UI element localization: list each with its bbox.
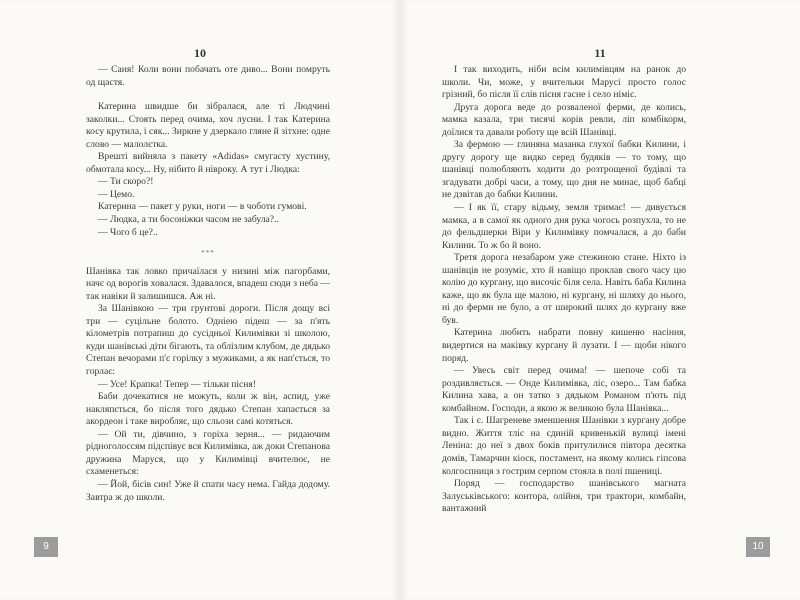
right-page — [400, 0, 800, 600]
paragraph: Врешті вийняла з пакету «Adidas» смугасту хустину, обмотала косу... Ну, нібито й нівроку. А тут і Людка: — [86, 151, 330, 175]
paragraph: — Чого б це?.. — [98, 226, 158, 238]
right-page-number: 10 — [746, 537, 770, 557]
paragraph: — І як її, стару відьму, земля тримає! — дивується мамка, а в самої як одного дня рука чогось розпухла, то не до фельдшерки Віри у Килимівку помчалася, а до баби Килини. То ж бо й воно. — [442, 202, 686, 251]
left-running-head: 10 — [194, 46, 206, 60]
paragraph: За фермою — глиняна мазанка глухої бабки Килини, і другу дорогу ще видко серед будяків — то тому, що шанівці полюбляють ходити до розтрощеної будівлі та згадувати добрі часи, а тому, що дня не минає, щоб бабці не дзвітав до бабки Килини. — [442, 139, 686, 201]
paragraph: — Людка, а ти босоніжки часом не забула?.. — [98, 214, 279, 226]
paragraph: — Йой, бісів син! Уже й спати часу нема. Гайда додому. Завтра ж до школи. — [86, 478, 330, 503]
paragraph: Друга дорога веде до розваленої ферми, де колись, мамка казала, три тисячі корів ревли, ліп комбікорм, доїлися та давали роботу ще всій Шанівці. — [442, 101, 686, 138]
paragraph: За Шанівкою — три грунтові дороги. Після дощу всі три — суцільне болото. Одніею підеш — за п'ять кілометрів потрапиш до сусідньої Килимівки зі школою, куди шанівські діти бігають, та облізлим клубом, де дядько Степан вечорами п'є горілку з мужиками, а як нап'ється, то горлає: — [86, 303, 330, 378]
paragraph: І так виходить, ніби всім килимівцям на ранок до школи. Чи, може, у вчительки Марусі просто голос грізний, бо після її слів пісня гасне і село німіє. — [442, 64, 686, 101]
paragraph: Третя дорога незабаром уже стежиною стане. Ніхто із шанівців не розуміє, хто й навіщо проклав свого часу цю колію до кургану, що височіє біля села. Навіть баба Килина каже, що як була ще малою, ні кургану, ні шляху до нього, ні до ферми не було, а от широкий шлях до кургану вже був. — [442, 252, 686, 326]
paragraph: Шанівка так ловко причаїлася у низині між пагорбами, начє од ворогів ховалася. Здавалося, впадеш сюди з неба — так навіки й залишишся. Аж ні. — [86, 265, 330, 302]
right-running-head: 11 — [594, 46, 606, 60]
left-page-number: 9 — [34, 537, 58, 557]
paragraph: Так і є. Шагреневе зменшення Шанівки з кургану добре видно. Життя тліє на єдиній кривенькій вулиці імені Леніна: до неї з двох боків притулилися півтора десятка домів, Тамарчин кіоск, постамент, на якому колись гіпсова колгоспниця з гострим серпом стояла в полі пшениці. — [442, 415, 686, 477]
paragraph: Баби дочекатися не можуть, коли ж він, аспид, уже накляпється, бо після того дядько Степан хапається за акордеон і таке виробляє, що сльози самі котяться. — [86, 391, 330, 428]
paragraph: Катерина швидше би зібралася, але ті Людчині заколки... Стоять перед очима, хоч лусни. І так Катерина косу крутила, і сяк... Зиркне у дзеркало гляне й зітхне: одне слово — малолєтка. — [86, 101, 330, 150]
paragraph: — Ой ти, дівчино, з горіха зерня... — ридаючим рідноголоссям підспівує вся Килимівка, аж доки Степанова дружина Маруся, що у Килимівці вчителює, не схаменеться: — [86, 428, 330, 478]
left-text-column — [86, 64, 330, 504]
paragraph: Поряд — господарство шанівського магната Залуськівського: контора, олійня, три трактори, комбайн, вантажний — [442, 478, 686, 515]
paragraph: Катерина любить набрати повну кишеню насіння, видертися на маківку кургану й лузати. І — щоби нікого поряд. — [442, 327, 686, 364]
paragraph: — Усе! Крапка! Тепер — тільки пісня! — [98, 378, 257, 390]
paragraph: — Саня! Коли вони побачать оте диво... Вони помруть од щастя. — [86, 64, 330, 88]
paragraph: Катерина — пакет у руки, ноги — в чоботи гумові. — [98, 201, 307, 213]
paragraph: — Цемо. — [98, 188, 135, 200]
paragraph: — Увесь світ перед очима! — шепоче собі та роздивляється. — Онде Килимівка, ліс, озеро... Там бабка Килина хава, а он татко з дядьком Романом п'ють під комбайном. Господи, а якою ж великою була Шанівка... — [442, 365, 686, 414]
paragraph: — Ти скоро?! — [98, 176, 154, 188]
right-text-column — [442, 64, 686, 516]
section-break: *** — [201, 249, 215, 258]
